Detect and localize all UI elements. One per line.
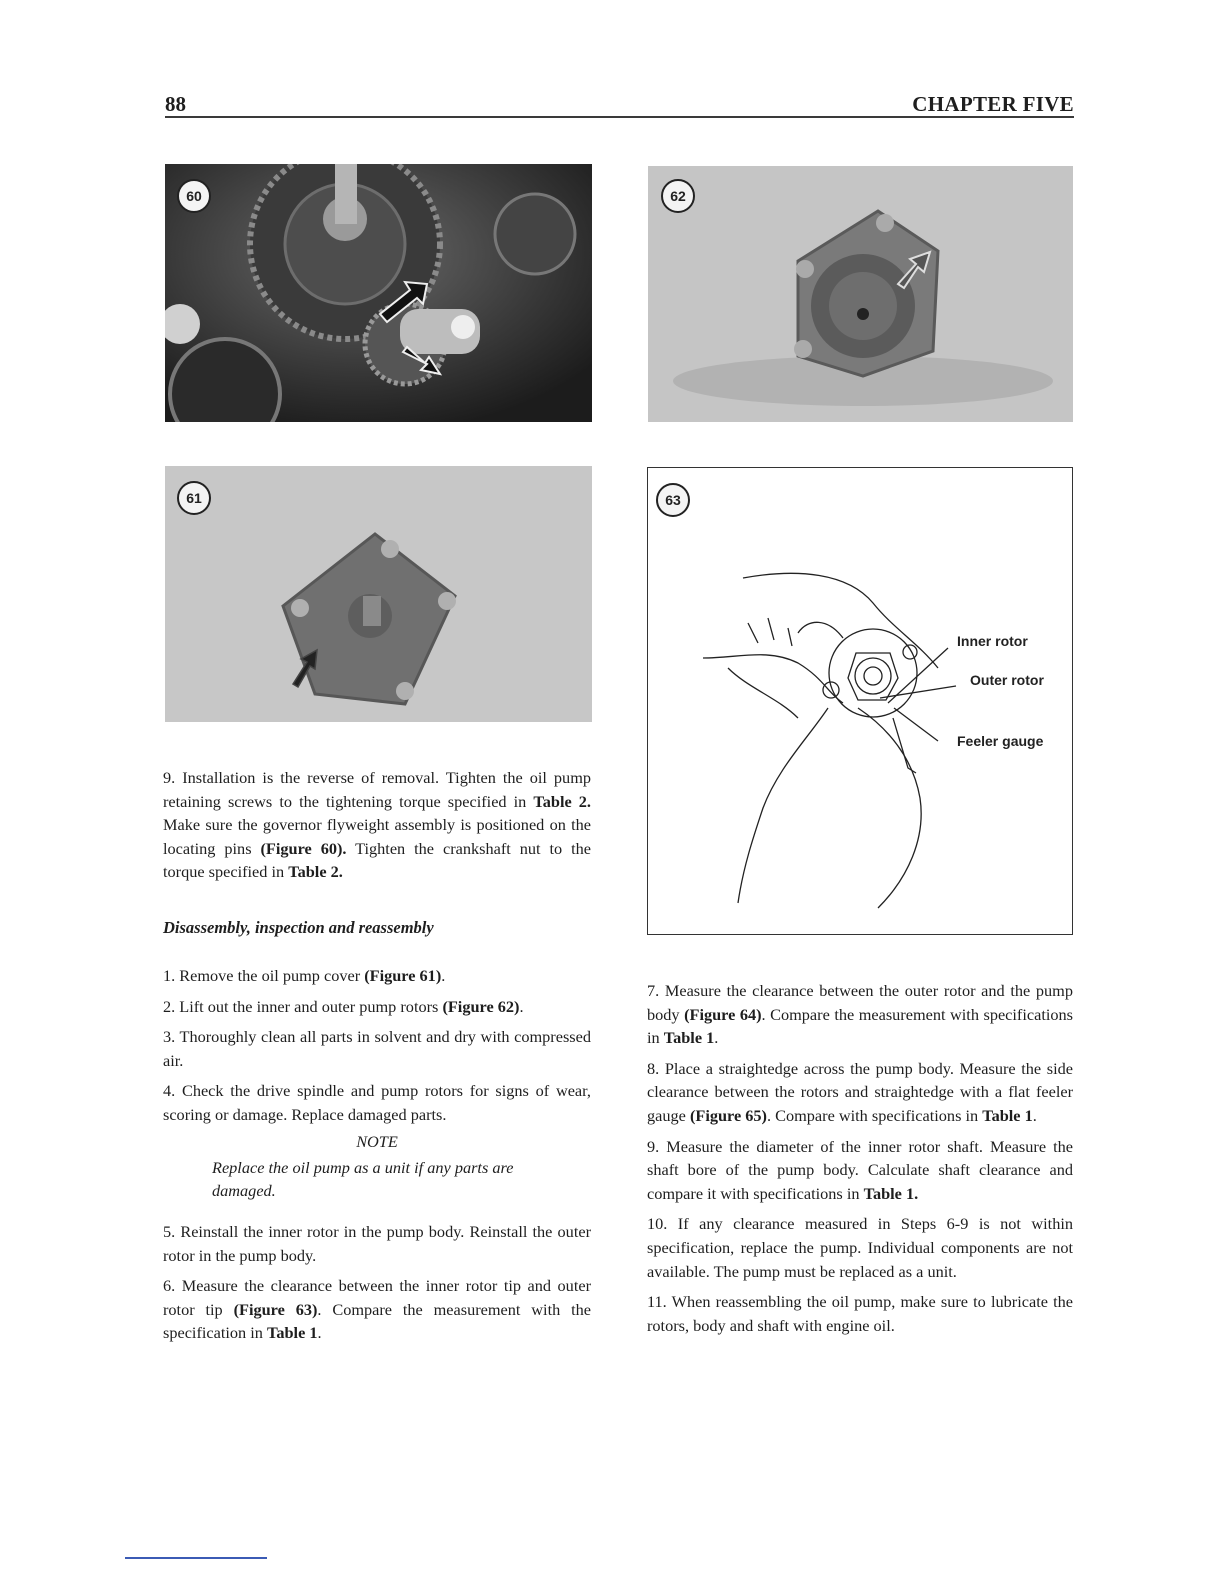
step-8: 8. Place a straightedge across the pump body. Measure the side clearance between the rotors and straightedge with a flat feeler gauge (Figure 65). Compare with specifications in Table 1. — [647, 1058, 1073, 1125]
step-2: 2. Lift out the inner and outer pump rotors (Figure 62). — [163, 996, 524, 1016]
right-column — [647, 979, 1073, 1344]
left-column-top — [163, 766, 591, 891]
figure-61-badge: 61 — [177, 481, 211, 515]
header-rule — [165, 116, 1074, 118]
step-7: 7. Measure the clearance between the outer rotor and the pump body (Figure 64). Compare the measurement with specifications in Table 1. — [647, 981, 1073, 1048]
figure-60-photo — [165, 164, 592, 422]
outer-rotor-label: Outer rotor — [970, 672, 1044, 688]
engine-gear-illustration — [165, 164, 592, 422]
note-body: Replace the oil pump as a unit if any parts are damaged. — [212, 1158, 514, 1200]
pump-cover-illustration — [165, 466, 592, 722]
step-1: 1. Remove the oil pump cover (Figure 61). — [163, 966, 446, 985]
step-11: 11. When reassembling the oil pump, make sure to lubricate the rotors, body and shaft with engine oil. — [647, 1292, 1073, 1335]
inner-rotor-label: Inner rotor — [957, 633, 1028, 649]
note-title: NOTE — [356, 1132, 398, 1151]
footer-rule — [125, 1557, 267, 1559]
figure-60-badge: 60 — [177, 179, 211, 213]
step-10: 10. If any clearance measured in Steps 6-9 is not within specification, replace the pump. Individual components are not available. The pump must be replaced as a unit. — [647, 1214, 1073, 1281]
step-9-measure: 9. Measure the diameter of the inner rotor shaft. Measure the shaft bore of the pump body. Calculate shaft clearance and compare it with specifications in Table 1. — [647, 1136, 1073, 1203]
feeler-gauge-label: Feeler gauge — [957, 733, 1044, 749]
chapter-title: CHAPTER FIVE — [912, 92, 1074, 116]
step-4: 4. Check the drive spindle and pump rotors for signs of wear, scoring or damage. Replace damaged parts. — [163, 1081, 591, 1124]
figure-62-badge: 62 — [661, 179, 695, 213]
step-6: 6. Measure the clearance between the inner rotor tip and outer rotor tip (Figure 63). Compare the measurement with the specification in Table 1. — [163, 1276, 592, 1343]
step-5: 5. Reinstall the inner rotor in the pump body. Reinstall the outer rotor in the pump body. — [163, 1222, 591, 1265]
figure-62-photo — [648, 166, 1073, 422]
page-number: 88 — [165, 92, 186, 116]
rotor-clearance-drawing — [648, 468, 1072, 934]
figure-63-badge: 63 — [656, 483, 690, 517]
step-3: 3. Thoroughly clean all parts in solvent and dry with compressed air. — [163, 1027, 591, 1070]
left-column-bottom — [163, 1220, 591, 1352]
figure-63-diagram — [647, 467, 1073, 935]
figure-61-photo — [165, 466, 592, 722]
pump-body-illustration — [648, 166, 1073, 422]
section-subheading: Disassembly, inspection and reassembly — [163, 918, 434, 937]
left-column-steps — [163, 964, 591, 1134]
step-9-installation: 9. Installation is the reverse of removal. Tighten the oil pump retaining screws to the tightening torque specified in Table 2. Make sure the governor flyweight assembly is positioned on the locating pins (Figure 60). Tighten the crankshaft nut to the torque specified in Table 2. — [163, 768, 591, 882]
